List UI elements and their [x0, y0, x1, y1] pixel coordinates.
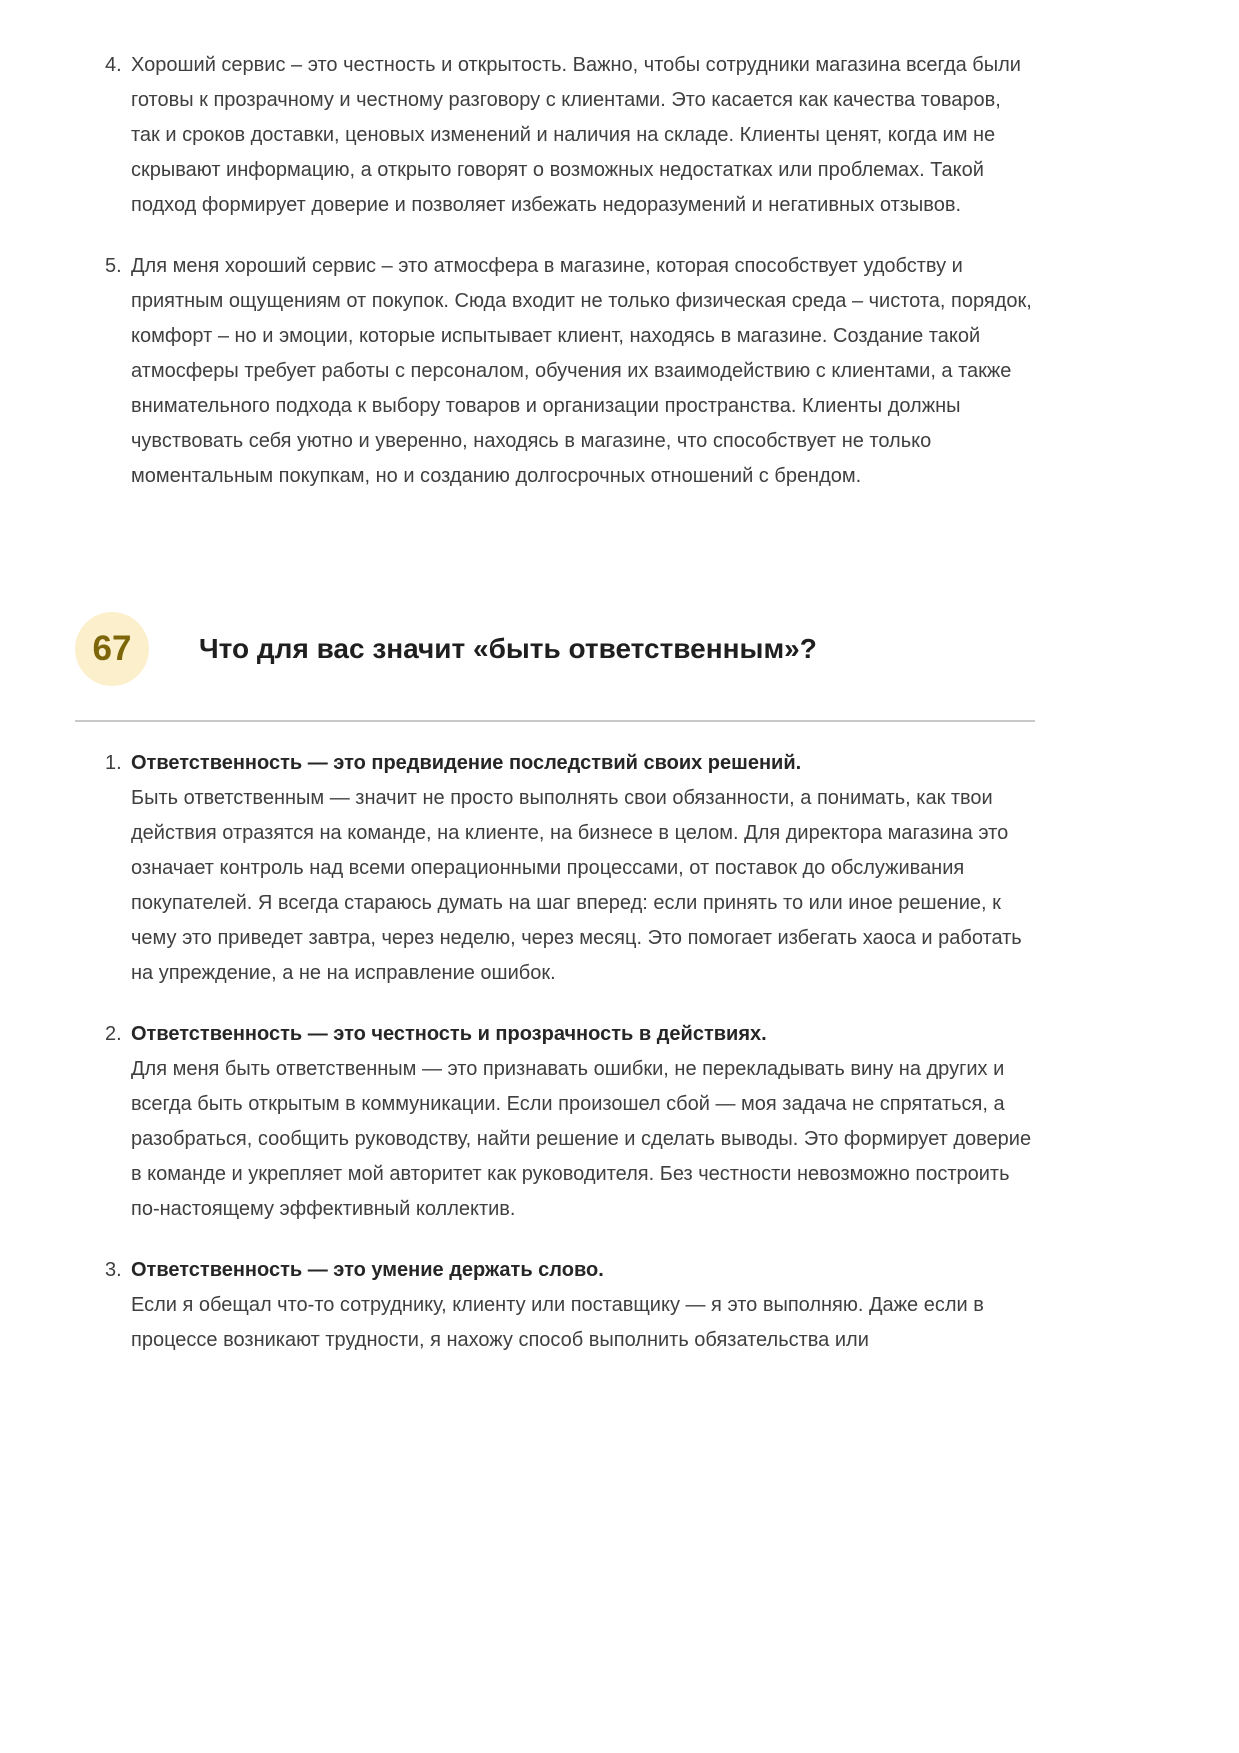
- service-list: [105, 48, 1035, 494]
- section-divider: [75, 720, 1035, 722]
- answer-heading: Ответственность — это умение держать слово.: [131, 1259, 604, 1281]
- answer-item: [105, 746, 1035, 991]
- answer-heading: Ответственность — это предвидение последствий своих решений.: [131, 752, 802, 774]
- question-title: Что для вас значит «быть ответственным»?: [199, 633, 817, 664]
- answer-body: Быть ответственным — значит не просто выполнять свои обязанности, а понимать, как твои действия отразятся на команде, на клиенте, на бизнесе в целом. Для директора магазина это означает контроль над всеми операционными процессами, от поставок до обслуживания покупателей. Я всегда стараюсь думать на шаг вперед: если принять то или иное решение, к чему это приведет завтра, через неделю, через месяц. Это помогает избегать хаоса и работать на упреждение, а не на исправление ошибок.: [131, 787, 1022, 984]
- answers-list: [105, 746, 1035, 1358]
- answer-body: Для меня быть ответственным — это признавать ошибки, не перекладывать вину на других и всегда быть открытым в коммуникации. Если произошел сбой — моя задача не спрятаться, а разобраться, сообщить руководству, найти решение и сделать выводы. Это формирует доверие в команде и укрепляет мой авторитет как руководителя. Без честности невозможно построить по-настоящему эффективный коллектив.: [131, 1058, 1032, 1220]
- answer-number: 1.: [105, 752, 122, 774]
- question-header: [75, 612, 1035, 686]
- item-number: 4.: [105, 54, 122, 76]
- answer-body: Если я обещал что-то сотруднику, клиенту или поставщику — я это выполняю. Даже если в процессе возникают трудности, я нахожу способ выполнить обязательства или: [131, 1294, 984, 1351]
- answer-item: [105, 1017, 1035, 1227]
- list-item: [105, 48, 1035, 223]
- answer-number: 3.: [105, 1259, 122, 1281]
- list-item: [105, 249, 1035, 494]
- answer-number: 2.: [105, 1023, 122, 1045]
- answer-heading: Ответственность — это честность и прозрачность в действиях.: [131, 1023, 767, 1045]
- item-text: Хороший сервис – это честность и открытость. Важно, чтобы сотрудники магазина всегда были готовы к прозрачному и честному разговору с клиентами. Это касается как качества товаров, так и сроков доставки, ценовых изменений и наличия на складе. Клиенты ценят, когда им не скрывают информацию, а открыто говорят о возможных недостатках или проблемах. Такой подход формирует доверие и позволяет избежать недоразумений и негативных отзывов.: [131, 54, 1021, 216]
- question-number-badge: 67: [75, 612, 149, 686]
- item-text: Для меня хороший сервис – это атмосфера в магазине, которая способствует удобству и приятным ощущениям от покупок. Сюда входит не только физическая среда – чистота, порядок, комфорт – но и эмоции, которые испытывает клиент, находясь в магазине. Создание такой атмосферы требует работы с персоналом, обучения их взаимодействию с клиентами, а также внимательного подхода к выбору товаров и организации пространства. Клиенты должны чувствовать себя уютно и уверенно, находясь в магазине, что способствует не только моментальным покупкам, но и созданию долгосрочных отношений с брендом.: [131, 255, 1032, 487]
- answer-item: [105, 1253, 1035, 1358]
- item-number: 5.: [105, 255, 122, 277]
